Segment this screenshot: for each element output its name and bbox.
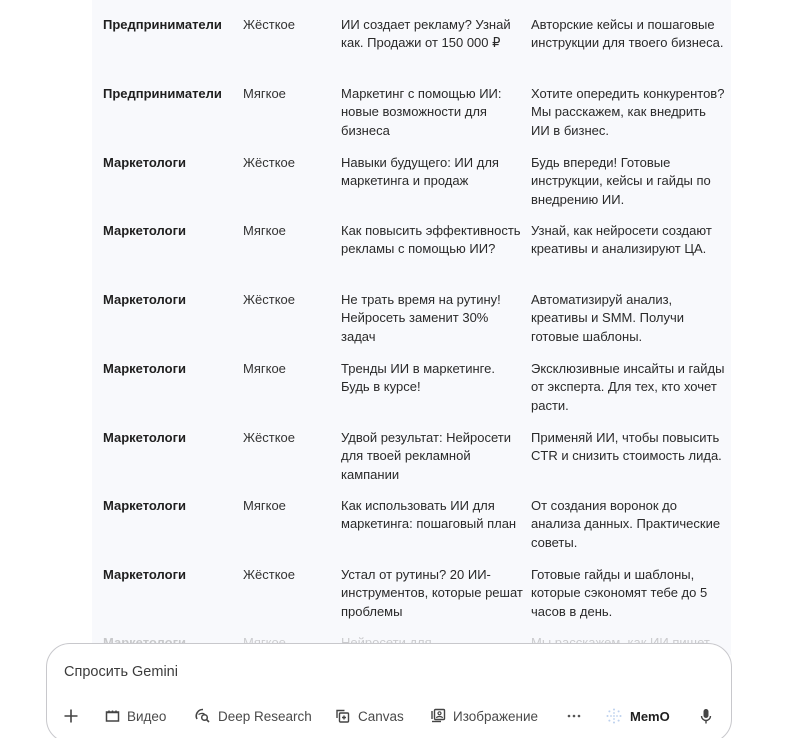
- prompt-input[interactable]: [64, 661, 664, 683]
- table-row: [92, 16, 731, 85]
- audience-cell: Маркетологи: [103, 361, 186, 376]
- video-icon: [105, 709, 120, 723]
- tone-cell: Жёсткое: [243, 430, 295, 445]
- audience-cell: Маркетологи: [103, 430, 186, 445]
- headline-cell: Удвой результат: Нейросети для твоей рекламной кампании: [341, 430, 512, 482]
- deep-research-label: Deep Research: [218, 708, 312, 724]
- table-row: [92, 154, 731, 223]
- audience-cell: Маркетологи: [103, 155, 186, 170]
- table-row: [92, 291, 731, 360]
- tone-cell: Мягкое: [243, 498, 286, 513]
- image-button[interactable]: [430, 704, 538, 728]
- audience-cell: Маркетологи: [103, 498, 186, 513]
- table-row: [92, 222, 731, 291]
- table-row: [92, 429, 731, 498]
- description-cell: Автоматизируй анализ, креативы и SMM. Получи готовые шаблоны.: [531, 292, 685, 344]
- audience-cell: Предприниматели: [103, 86, 222, 101]
- tone-cell: Мягкое: [243, 86, 286, 101]
- more-button[interactable]: [567, 704, 581, 728]
- headline-cell: Как повысить эффективность рекламы с помощью ИИ?: [341, 223, 521, 257]
- deep-research-button[interactable]: [195, 704, 312, 728]
- description-cell: Применяй ИИ, чтобы повысить CTR и снизить стоимость лида.: [531, 430, 722, 464]
- memo-label: MemO: [630, 708, 670, 724]
- add-button[interactable]: [63, 704, 79, 728]
- audience-cell: Предприниматели: [103, 17, 222, 32]
- tone-cell: Мягкое: [243, 361, 286, 376]
- canvas-button[interactable]: [335, 704, 404, 728]
- image-label: Изображение: [453, 708, 539, 724]
- tone-cell: Мягкое: [243, 223, 286, 238]
- more-icon: [567, 713, 581, 719]
- headline-cell: Устал от рутины? 20 ИИ-инструментов, которые решат проблемы: [341, 567, 523, 619]
- add-icon: [63, 708, 79, 724]
- description-cell: От создания воронок до анализа данных. Практические советы.: [531, 498, 721, 550]
- table-row: [92, 497, 731, 566]
- video-button[interactable]: [105, 704, 166, 728]
- headline-cell: Как использовать ИИ для маркетинга: пошаговый план: [341, 498, 517, 532]
- description-cell: Готовые гайды и шаблоны, которые сэкономят тебе до 5 часов в день.: [531, 567, 708, 619]
- tone-cell: Жёсткое: [243, 292, 295, 307]
- description-cell: Узнай, как нейросети создают креативы и анализируют ЦА.: [531, 223, 712, 257]
- composer-toolbar: [47, 704, 733, 728]
- tone-cell: Жёсткое: [243, 567, 295, 582]
- headline-cell: Навыки будущего: ИИ для маркетинга и продаж: [341, 155, 499, 189]
- headline-cell: Маркетинг с помощью ИИ: новые возможности для бизнеса: [341, 86, 502, 138]
- canvas-icon: [335, 708, 351, 724]
- description-cell: Эксклюзивные инсайты и гайды от эксперта. Для тех, кто хочет расти.: [531, 361, 725, 413]
- tone-cell: Жёсткое: [243, 155, 295, 170]
- image-icon: [430, 708, 446, 724]
- canvas-label: Canvas: [358, 708, 404, 724]
- table-row: [92, 360, 731, 429]
- microphone-button[interactable]: [700, 704, 712, 728]
- table-row: [92, 566, 731, 635]
- description-cell: Хотите опередить конкурентов? Мы расскажем, как внедрить ИИ в бизнес.: [531, 86, 725, 138]
- response-table: [92, 0, 731, 655]
- tone-cell: Жёсткое: [243, 17, 295, 32]
- headline-cell: Тренды ИИ в маркетинге. Будь в курсе!: [341, 361, 495, 395]
- description-cell: Авторские кейсы и пошаговые инструкции для твоего бизнеса.: [531, 17, 724, 51]
- headline-cell: ИИ создает рекламу? Узнай как. Продажи от 150 000 ₽: [341, 17, 511, 51]
- audience-cell: Маркетологи: [103, 292, 186, 307]
- description-cell: Будь впереди! Готовые инструкции, кейсы и гайды по внедрению ИИ.: [531, 155, 711, 207]
- headline-cell: Не трать время на рутину! Нейросеть заменит 30% задач: [341, 292, 501, 344]
- audience-cell: Маркетологи: [103, 567, 186, 582]
- deep-research-icon: [195, 708, 211, 724]
- prompt-composer: [46, 643, 732, 738]
- audience-cell: Маркетологи: [103, 223, 186, 238]
- table-row: [92, 85, 731, 154]
- memo-button[interactable]: [605, 704, 670, 728]
- video-label: Видео: [127, 708, 167, 724]
- microphone-icon: [700, 708, 712, 725]
- memo-sparkle-icon: [605, 707, 623, 725]
